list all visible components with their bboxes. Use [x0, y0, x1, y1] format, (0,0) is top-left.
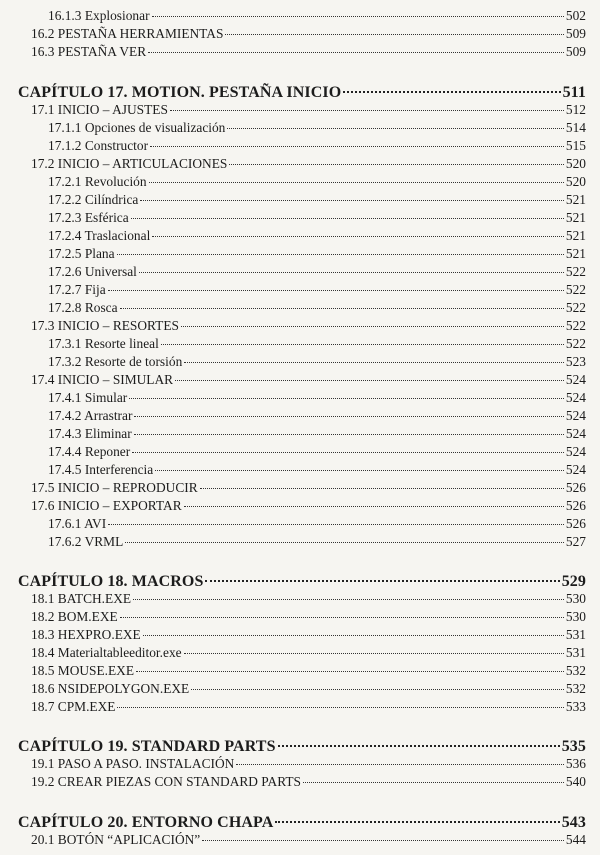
- toc-subsection-entry: [48, 192, 586, 208]
- dot-leader: [161, 344, 564, 345]
- toc-subsection-entry: [48, 336, 586, 352]
- toc-section-entry: [31, 681, 586, 697]
- toc-page-number: 521: [565, 192, 586, 207]
- dot-leader: [303, 782, 564, 783]
- toc-page-number: 527: [565, 534, 586, 549]
- toc-entry-title: 18.7 CPM.EXE: [31, 699, 116, 714]
- dot-leader: [227, 128, 564, 129]
- toc-subsection-entry: [48, 246, 586, 262]
- dot-leader: [225, 34, 564, 35]
- toc-entry-title: 17.2 INICIO – ARTICULACIONES: [31, 156, 228, 171]
- dot-leader: [120, 308, 564, 309]
- toc-entry-title: 17.5 INICIO – REPRODUCIR: [31, 480, 198, 495]
- toc-entry-title: CAPÍTULO 19. STANDARD PARTS: [18, 738, 276, 755]
- toc-entry-title: 17.2.7 Fija: [48, 282, 106, 297]
- toc-page-number: 524: [565, 390, 586, 405]
- toc-entry-title: 17.2.8 Rosca: [48, 300, 118, 315]
- toc-entry-title: 18.1 BATCH.EXE: [31, 591, 132, 606]
- toc-page-number: 526: [565, 480, 586, 495]
- dot-leader: [148, 52, 564, 53]
- toc-entry-title: 17.3 INICIO – RESORTES: [31, 318, 179, 333]
- dot-leader: [343, 91, 560, 93]
- toc-section-entry: [31, 44, 586, 60]
- dot-leader: [229, 164, 564, 165]
- toc-chapter-entry: [18, 814, 586, 832]
- dot-leader: [150, 146, 564, 147]
- toc-entry-title: 18.2 BOM.EXE: [31, 609, 118, 624]
- toc-page-number: 521: [565, 246, 586, 261]
- toc-section-entry: [31, 756, 586, 772]
- dot-leader: [108, 524, 564, 525]
- dot-leader: [184, 653, 564, 654]
- toc-entry-title: 17.6.1 AVI: [48, 516, 107, 531]
- toc-page-number: 509: [565, 44, 586, 59]
- dot-leader: [152, 16, 564, 17]
- toc-page-number: 524: [565, 444, 586, 459]
- toc-subsection-entry: [48, 174, 586, 190]
- dot-leader: [139, 272, 564, 273]
- dot-leader: [125, 542, 564, 543]
- dot-leader: [132, 452, 564, 453]
- toc-subsection-entry: [48, 516, 586, 532]
- toc-entry-title: 17.1.1 Opciones de visualización: [48, 120, 226, 135]
- toc-subsection-entry: [48, 210, 586, 226]
- toc-subsection-entry: [48, 8, 586, 24]
- toc-subsection-entry: [48, 534, 586, 550]
- toc-page-number: 512: [565, 102, 586, 117]
- toc-page-number: 522: [565, 282, 586, 297]
- toc-subsection-entry: [48, 444, 586, 460]
- toc-entry-title: 17.2.2 Cilíndrica: [48, 192, 139, 207]
- dot-leader: [136, 671, 564, 672]
- toc-page-number: 532: [565, 663, 586, 678]
- toc-entry-title: CAPÍTULO 18. MACROS: [18, 573, 204, 590]
- toc-entry-title: 17.2.4 Traslacional: [48, 228, 151, 243]
- toc-entry-title: 17.4 INICIO – SIMULAR: [31, 372, 174, 387]
- toc-entry-title: 16.1.3 Explosionar: [48, 8, 150, 23]
- toc-page-number: 502: [565, 8, 586, 23]
- toc-section-entry: [31, 372, 586, 388]
- toc-page-number: 526: [565, 498, 586, 513]
- toc-page-number: 531: [565, 645, 586, 660]
- toc-page-number: 509: [565, 26, 586, 41]
- dot-leader: [200, 488, 564, 489]
- toc-page-number: 522: [565, 336, 586, 351]
- toc-entry-title: 17.4.3 Eliminar: [48, 426, 132, 441]
- dot-leader: [108, 290, 564, 291]
- toc-entry-title: 18.3 HEXPRO.EXE: [31, 627, 141, 642]
- toc-entry-title: 17.6.2 VRML: [48, 534, 124, 549]
- toc-page-number: 524: [565, 426, 586, 441]
- toc-section-entry: [31, 498, 586, 514]
- dot-leader: [278, 745, 560, 747]
- toc-page-number: 526: [565, 516, 586, 531]
- dot-leader: [143, 635, 564, 636]
- dot-leader: [140, 200, 564, 201]
- dot-leader: [129, 398, 564, 399]
- toc-page-number: 523: [565, 354, 586, 369]
- dot-leader: [205, 580, 559, 582]
- toc-subsection-entry: [48, 138, 586, 154]
- toc-entry-title: 17.2.6 Universal: [48, 264, 137, 279]
- dot-leader: [236, 764, 564, 765]
- toc-entry-title: 17.2.5 Plana: [48, 246, 115, 261]
- toc-section-entry: [31, 26, 586, 42]
- dot-leader: [134, 416, 563, 417]
- dot-leader: [155, 470, 564, 471]
- toc-page-number: 524: [565, 372, 586, 387]
- toc-entry-title: 19.1 PASO A PASO. INSTALACIÓN: [31, 756, 235, 771]
- toc-entry-title: 19.2 CREAR PIEZAS CON STANDARD PARTS: [31, 774, 301, 789]
- toc-page-number: 522: [565, 264, 586, 279]
- toc-page-number: 520: [565, 156, 586, 171]
- toc-entry-title: 20.1 BOTÓN “APLICACIÓN”: [31, 832, 201, 847]
- toc-entry-title: 17.4.2 Arrastrar: [48, 408, 133, 423]
- toc-section-entry: [31, 156, 586, 172]
- dot-leader: [275, 821, 559, 823]
- toc-entry-title: 18.4 Materialtableeditor.exe: [31, 645, 182, 660]
- toc-subsection-entry: [48, 228, 586, 244]
- toc-entry-title: CAPÍTULO 20. ENTORNO CHAPA: [18, 814, 274, 831]
- toc-page-number: 530: [565, 609, 586, 624]
- toc-subsection-entry: [48, 300, 586, 316]
- toc-section-entry: [31, 699, 586, 715]
- toc-page-number: 544: [565, 832, 586, 847]
- toc-page-number: 530: [565, 591, 586, 606]
- dot-leader: [117, 707, 563, 708]
- dot-leader: [202, 840, 564, 841]
- toc-section-entry: [31, 102, 586, 118]
- toc-page-number: 524: [565, 462, 586, 477]
- dot-leader: [184, 362, 564, 363]
- dot-leader: [184, 506, 564, 507]
- toc-page-number: 511: [562, 84, 586, 101]
- dot-leader: [181, 326, 564, 327]
- toc-subsection-entry: [48, 426, 586, 442]
- toc-chapter-entry: [18, 573, 586, 591]
- dot-leader: [120, 617, 564, 618]
- toc-page-number: 515: [565, 138, 586, 153]
- toc-page-number: 521: [565, 210, 586, 225]
- dot-leader: [134, 434, 564, 435]
- toc-entry-title: 17.4.5 Interferencia: [48, 462, 154, 477]
- toc-entry-title: 17.2.1 Revolución: [48, 174, 147, 189]
- toc-entry-title: 18.5 MOUSE.EXE: [31, 663, 135, 678]
- toc-section-entry: [31, 645, 586, 661]
- toc-page-number: 520: [565, 174, 586, 189]
- dot-leader: [133, 599, 564, 600]
- toc-page-number: 521: [565, 228, 586, 243]
- toc-entry-title: 16.3 PESTAÑA VER: [31, 44, 147, 59]
- dot-leader: [175, 380, 564, 381]
- toc-page-number: 522: [565, 318, 586, 333]
- toc-section-entry: [31, 480, 586, 496]
- toc-page-number: 514: [565, 120, 586, 135]
- toc-entry-title: 17.6 INICIO – EXPORTAR: [31, 498, 182, 513]
- toc-section-entry: [31, 627, 586, 643]
- toc-page-number: 540: [565, 774, 586, 789]
- toc-entry-title: 18.6 NSIDEPOLYGON.EXE: [31, 681, 190, 696]
- dot-leader: [131, 218, 564, 219]
- toc-entry-title: 17.1.2 Constructor: [48, 138, 149, 153]
- toc-section-entry: [31, 591, 586, 607]
- toc-page-number: 524: [565, 408, 586, 423]
- dot-leader: [170, 110, 564, 111]
- toc-subsection-entry: [48, 408, 586, 424]
- toc-section-entry: [31, 318, 586, 334]
- toc-section-entry: [31, 663, 586, 679]
- toc-entry-title: 17.4.1 Simular: [48, 390, 128, 405]
- dot-leader: [149, 182, 564, 183]
- toc-page-number: 535: [561, 738, 586, 755]
- toc-entry-title: 17.2.3 Esférica: [48, 210, 129, 225]
- toc-page-number: 531: [565, 627, 586, 642]
- toc-section-entry: [31, 609, 586, 625]
- toc-section-entry: [31, 774, 586, 790]
- toc-subsection-entry: [48, 354, 586, 370]
- dot-leader: [191, 689, 564, 690]
- toc-subsection-entry: [48, 120, 586, 136]
- toc-entry-title: 17.4.4 Reponer: [48, 444, 131, 459]
- toc-chapter-entry: [18, 738, 586, 756]
- toc-entry-title: 17.3.1 Resorte lineal: [48, 336, 159, 351]
- toc-section-entry: [31, 832, 586, 848]
- toc-page-number: 522: [565, 300, 586, 315]
- toc-page-number: 536: [565, 756, 586, 771]
- toc-page-number: 543: [561, 814, 586, 831]
- toc-entry-title: 17.1 INICIO – AJUSTES: [31, 102, 168, 117]
- toc-page-number: 532: [565, 681, 586, 696]
- toc-subsection-entry: [48, 282, 586, 298]
- toc-page-number: 529: [561, 573, 586, 590]
- toc-subsection-entry: [48, 390, 586, 406]
- dot-leader: [117, 254, 564, 255]
- toc-entry-title: 17.3.2 Resorte de torsión: [48, 354, 183, 369]
- toc-entry-title: CAPÍTULO 17. MOTION. PESTAÑA INICIO: [18, 84, 342, 101]
- toc-page-number: 533: [565, 699, 586, 714]
- dot-leader: [152, 236, 564, 237]
- toc-subsection-entry: [48, 264, 586, 280]
- toc-entry-title: 16.2 PESTAÑA HERRAMIENTAS: [31, 26, 224, 41]
- toc-chapter-entry: [18, 84, 586, 102]
- toc-subsection-entry: [48, 462, 586, 478]
